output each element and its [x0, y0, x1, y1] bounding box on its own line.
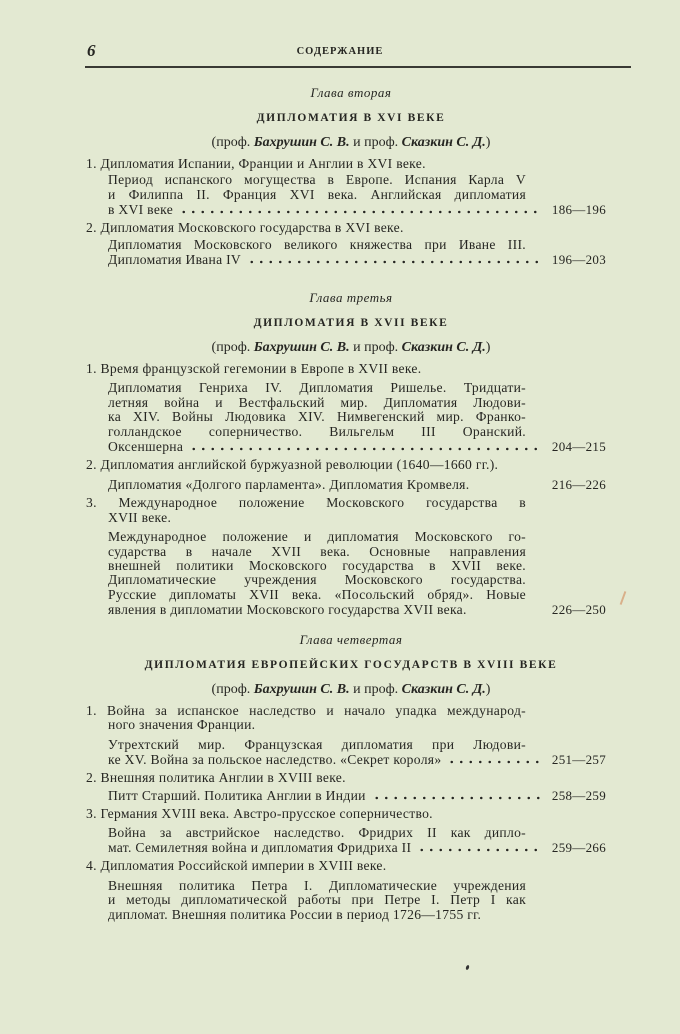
- author-name: Бахрушин С. В.: [253, 340, 350, 355]
- toc-entry: [86, 704, 606, 768]
- authors-conjunction: и проф.: [353, 135, 399, 150]
- entry-description: [86, 381, 606, 455]
- entry-description: [86, 826, 606, 856]
- entry-description-line: внешней политики Московского государства в XVII веке.: [108, 558, 526, 574]
- entry-description-line: Русские дипломаты XVII века. «Посольский обряд». Новые: [108, 586, 526, 602]
- entry-description-line: ке XV. Война за польское наследство. «Секрет короля»: [108, 752, 442, 768]
- page-range: 258—259: [551, 787, 606, 803]
- entry-last-line: [86, 252, 606, 268]
- toc-entry: [86, 771, 606, 803]
- entry-description-line: Дипломатия Ивана IV: [108, 252, 242, 268]
- chapter-label: Глава третья: [309, 290, 393, 305]
- entry-description-line: Дипломатические учреждения Московского государства.: [108, 572, 526, 588]
- page-range: 226—250: [551, 602, 606, 618]
- entry-description-line: явления в дипломатии Московского государства XVII века.: [108, 602, 467, 618]
- authors-prefix: (проф.: [211, 682, 251, 697]
- entry-description-line: мат. Семилетняя война и дипломатия Фридриха II: [108, 840, 412, 856]
- entry-last-line: [86, 477, 606, 493]
- ink-speck: [465, 965, 470, 971]
- chapter-authors: [86, 336, 606, 360]
- chapter-label: Глава четвертая: [299, 632, 403, 647]
- entry-heading: 1. Дипломатия Испании, Франции и Англии в XVI веке.: [86, 156, 426, 171]
- entry-heading: 2. Внешняя политика Англии в XVIII веке.: [86, 770, 346, 786]
- entry-description-line: Дипломатия Генриха IV. Дипломатия Ришелье. Тридцати-: [108, 380, 526, 396]
- author-name: Сказкин С. Д.: [401, 340, 486, 355]
- entry-last-line: [86, 602, 606, 618]
- toc-entry: [86, 458, 606, 493]
- entry-description-line: Оксеншерна: [108, 439, 184, 455]
- entry-last-line: [86, 202, 606, 218]
- authors-suffix: ): [485, 682, 491, 697]
- entry-description-line: в XVI веке: [108, 202, 174, 218]
- entry-description-line: Дипломатия Московского великого княжества при Иване III.: [108, 236, 526, 252]
- toc-entry: [86, 807, 606, 857]
- entry-description-line: Утрехтский мир. Французская дипломатия при Людови-: [108, 736, 526, 752]
- dot-leader: [189, 441, 540, 451]
- toc-entry: [86, 496, 606, 618]
- chapter-title: ДИПЛОМАТИЯ В XVII ВЕКЕ: [253, 317, 449, 329]
- entry-description: [86, 738, 606, 768]
- header-rule: [85, 66, 631, 68]
- entry-heading: 2. Дипломатия английской буржуазной революции (1640—1660 гг.).: [86, 457, 499, 473]
- page-number: 6: [87, 41, 96, 60]
- entry-heading: 3. Германия XVIII века. Австро-прусское соперничество.: [86, 805, 433, 821]
- authors-prefix: (проф.: [211, 340, 251, 355]
- entry-description-line: Международное положение и дипломатия Московского го-: [108, 529, 526, 545]
- entry-heading: 3. Международное положение Московского государства в: [86, 495, 526, 511]
- entry-description-line: и Филиппа II. Франция XVI века. Английская дипломатия: [108, 186, 526, 202]
- authors-suffix: ): [485, 135, 491, 150]
- entry-description-line: Дипломатия «Долгого парламента». Дипломатия Кромвеля.: [108, 477, 470, 493]
- author-name: Бахрушин С. В.: [253, 135, 350, 150]
- dot-leader: [372, 790, 540, 800]
- chapter-authors: [86, 678, 606, 702]
- toc-entry: [86, 157, 606, 218]
- chapter-title: ДИПЛОМАТИЯ ЕВРОПЕЙСКИХ ГОСУДАРСТВ В XVIII ВЕКЕ: [144, 659, 558, 671]
- entry-last-line: [86, 752, 606, 768]
- entry-description-line: Война за австрийское наследство. Фридрих II как дипло-: [108, 825, 526, 841]
- entry-description: [86, 788, 606, 804]
- entry-description-line: Внешняя политика Петра I. Дипломатические учреждения: [108, 877, 526, 893]
- entry-description-line: Питт Старший. Политика Англии в Индии: [108, 787, 366, 803]
- entry-description: [86, 879, 606, 922]
- entry-description: [86, 173, 606, 218]
- authors-conjunction: и проф.: [353, 340, 399, 355]
- entry-last-line: [86, 840, 606, 856]
- chapter-title: ДИПЛОМАТИЯ В XVI ВЕКЕ: [256, 112, 446, 124]
- author-name: Сказкин С. Д.: [401, 682, 486, 697]
- dot-leader: [247, 254, 540, 264]
- author-name: Сказкин С. Д.: [401, 135, 486, 150]
- entry-description: [86, 238, 606, 268]
- entry-last-line: [86, 788, 606, 804]
- entry-description-line: дипломат. Внешняя политика России в период 1726—1755 гг.: [108, 906, 482, 922]
- entry-description-line: и методы дипломатической работы при Петре I. Петр I как: [108, 892, 526, 908]
- entry-description-line: Период испанского могущества в Европе. Испания Карла V: [108, 172, 526, 188]
- authors-suffix: ): [485, 340, 491, 355]
- authors-conjunction: и проф.: [353, 682, 399, 697]
- author-name: Бахрушин С. В.: [253, 682, 350, 697]
- entry-description: [86, 530, 606, 618]
- page-range: 216—226: [551, 477, 606, 493]
- chapter-section: [86, 80, 606, 268]
- entry-description-line: голландское соперничество. Вильгельм III Оранский.: [108, 423, 526, 439]
- authors-prefix: (проф.: [211, 135, 251, 150]
- entry-heading: 1. Время французской гегемонии в Европе в XVII веке.: [86, 361, 422, 376]
- dot-leader: [447, 754, 540, 764]
- page-range: 204—215: [551, 439, 606, 455]
- dot-leader: [179, 204, 540, 214]
- toc-entry: [86, 362, 606, 455]
- entry-description-line: сударства в начале XVII века. Основные направления: [108, 543, 526, 559]
- entry-heading: XVII веке.: [108, 509, 172, 525]
- chapter-label: Глава вторая: [310, 85, 392, 100]
- running-title: СОДЕРЖАНИЕ: [296, 46, 384, 57]
- entry-description-line: летняя война и Вестфальский мир. Дипломатия Людови-: [108, 394, 526, 410]
- entry-description-line: ка XIV. Войны Людовика XIV. Нимвегенский мир. Франко-: [108, 409, 526, 425]
- dot-leader: [417, 842, 540, 852]
- page-range: 196—203: [551, 252, 606, 268]
- pencil-mark: [620, 591, 627, 605]
- chapter-section: [86, 285, 606, 618]
- entry-last-line: [86, 439, 606, 455]
- entry-heading: 4. Дипломатия Российской империи в XVIII веке.: [86, 858, 387, 874]
- toc-entry: [86, 859, 606, 922]
- page-range: 259—266: [551, 840, 606, 856]
- page-range: 186—196: [551, 202, 606, 218]
- entry-heading: ного значения Франции.: [108, 717, 256, 733]
- entry-heading: 1. Война за испанское наследство и начало упадка международ-: [86, 703, 526, 718]
- toc-entry: [86, 221, 606, 268]
- entry-heading: 2. Дипломатия Московского государства в XVI веке.: [86, 220, 404, 236]
- chapter-authors: [86, 131, 606, 155]
- page-range: 251—257: [551, 752, 606, 768]
- chapter-section: [86, 627, 606, 922]
- entry-description: [86, 477, 606, 493]
